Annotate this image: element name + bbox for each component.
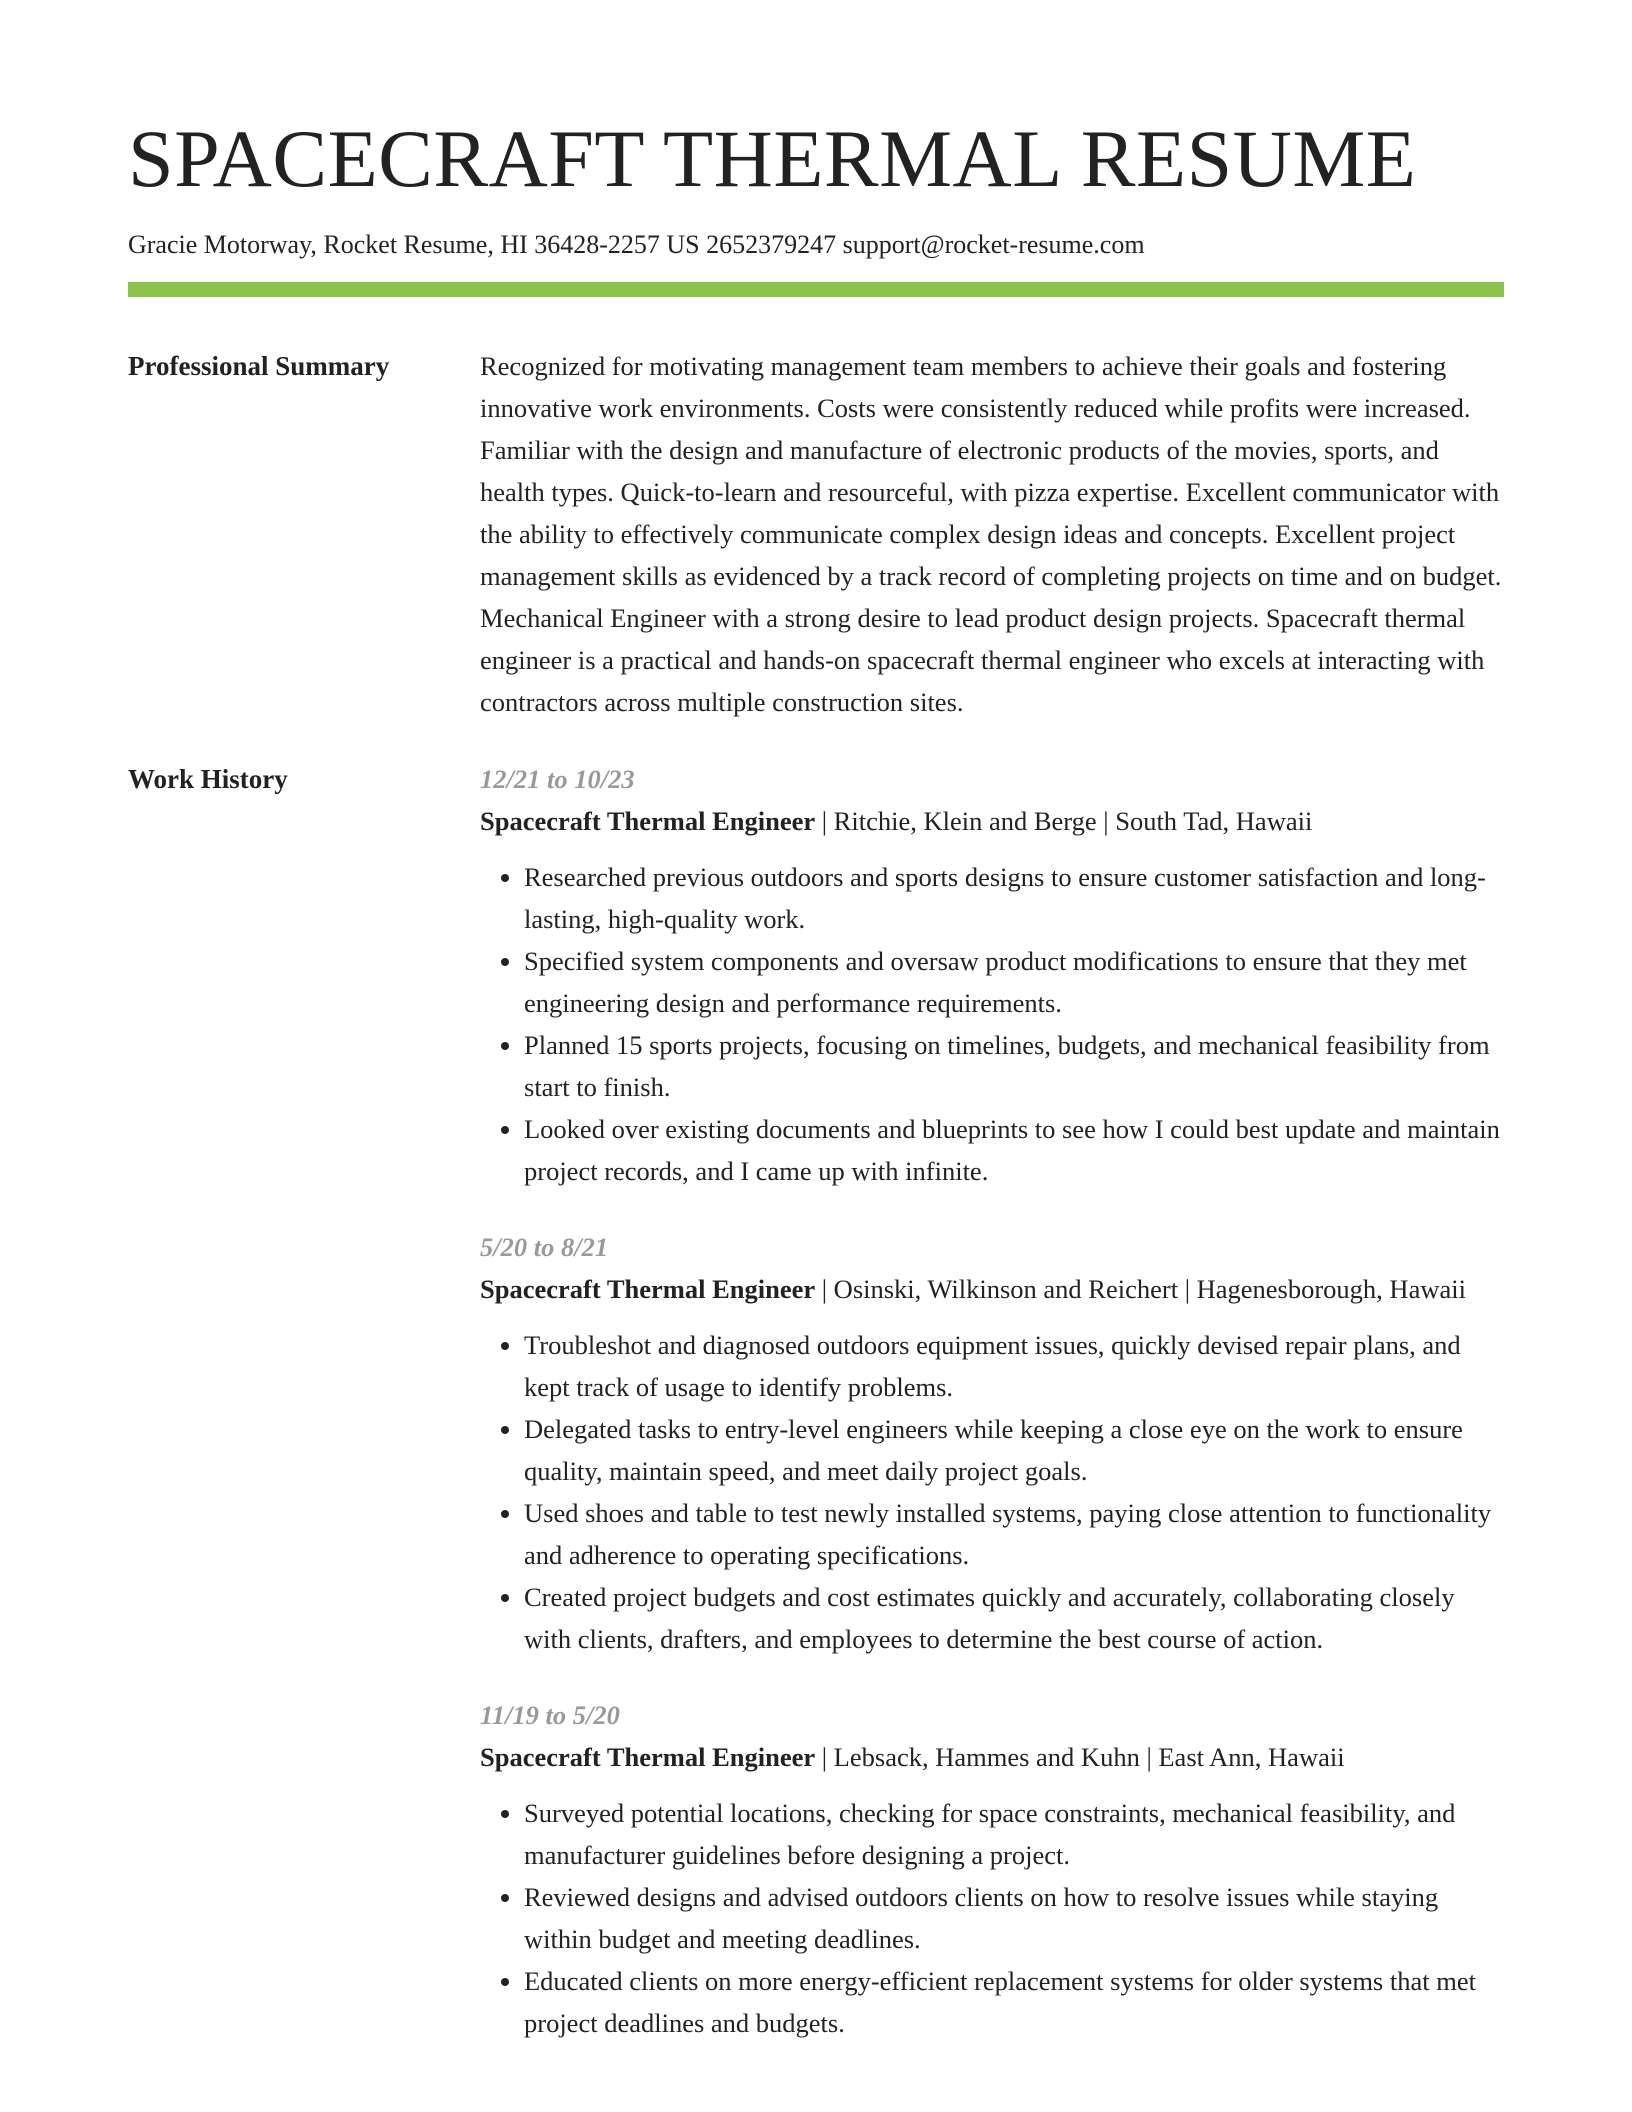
job-dates: 12/21 to 10/23 <box>480 763 635 794</box>
job-bullet: • Educated clients on more energy-efficient replacement systems for older systems that met project deadlines and budgets. <box>524 1960 1504 2044</box>
job-bullet: • Looked over existing documents and blueprints to see how I could best update and maintain project records, and I came up with infinite. <box>524 1108 1504 1192</box>
job-title: Spacecraft Thermal Engineer <box>480 1741 816 1772</box>
job-entry <box>480 758 1504 1192</box>
summary-body <box>480 345 1504 723</box>
header-divider <box>128 282 1504 297</box>
job-bullet: • Reviewed designs and advised outdoors clients on how to resolve issues while staying within budget and meeting deadlines. <box>524 1876 1504 1960</box>
job-bullets <box>480 1792 1504 2044</box>
summary-section <box>128 345 1504 723</box>
resume-title: SPACECRAFT THERMAL RESUME <box>128 113 1417 204</box>
job-bullet: • Used shoes and table to test newly installed systems, paying close attention to functionality and adherence to operating specifications. <box>524 1492 1504 1576</box>
job-title: Spacecraft Thermal Engineer <box>480 1273 816 1304</box>
job-bullet: • Researched previous outdoors and sports designs to ensure customer satisfaction and long-lasting, high-quality work. <box>524 856 1504 940</box>
job-title: Spacecraft Thermal Engineer <box>480 805 816 836</box>
job-details: | Osinski, Wilkinson and Reichert | Hagenesborough, Hawaii <box>815 1273 1466 1304</box>
work-history-section <box>128 758 1504 2044</box>
job-bullet: • Planned 15 sports projects, focusing on timelines, budgets, and mechanical feasibility from start to finish. <box>524 1024 1504 1108</box>
job-details: | Ritchie, Klein and Berge | South Tad, Hawaii <box>815 805 1313 836</box>
job-bullet: • Troubleshot and diagnosed outdoors equipment issues, quickly devised repair plans, and kept track of usage to identify problems. <box>524 1324 1504 1408</box>
section-label-work-history: Work History <box>128 763 288 794</box>
job-bullet: • Surveyed potential locations, checking for space constraints, mechanical feasibility, and manufacturer guidelines before designing a project. <box>524 1792 1504 1876</box>
job-bullet: • Specified system components and oversaw product modifications to ensure that they met engineering design and performance requirements. <box>524 940 1504 1024</box>
job-dates: 11/19 to 5/20 <box>480 1699 620 1730</box>
job-heading <box>480 1736 1504 1778</box>
job-heading <box>480 1268 1504 1310</box>
job-bullet: • Delegated tasks to entry-level engineers while keeping a close eye on the work to ensure quality, maintain speed, and meet daily project goals. <box>524 1408 1504 1492</box>
section-label-summary: Professional Summary <box>128 350 390 381</box>
job-entry <box>480 1694 1504 2044</box>
work-history-body <box>480 758 1504 2044</box>
job-details: | Lebsack, Hammes and Kuhn | East Ann, Hawaii <box>815 1741 1345 1772</box>
job-heading <box>480 800 1504 842</box>
job-bullets <box>480 1324 1504 1660</box>
contact-line: Gracie Motorway, Rocket Resume, HI 36428-2257 US 2652379247 support@rocket-resume.com <box>128 230 1145 259</box>
job-bullet: • Created project budgets and cost estimates quickly and accurately, collaborating closely with clients, drafters, and employees to determine the best course of action. <box>524 1576 1504 1660</box>
summary-text: Recognized for motivating management team members to achieve their goals and fostering innovative work environments. Costs were consistently reduced while profits were increased. Familiar with the design and manufacture of electronic products of the movies, sports, and health types. Quick-to-learn and resourceful, with pizza expertise. Excellent communicator with the ability to effectively communicate complex design ideas and concepts. Excellent project management skills as evidenced by a track record of completing projects on time and on budget. Mechanical Engineer with a strong desire to lead product design projects. Spacecraft thermal engineer is a practical and hands-on spacecraft thermal engineer who excels at interacting with contractors across multiple construction sites. <box>480 350 1502 717</box>
job-bullets <box>480 856 1504 1192</box>
job-entry <box>480 1226 1504 1660</box>
job-dates: 5/20 to 8/21 <box>480 1231 609 1262</box>
